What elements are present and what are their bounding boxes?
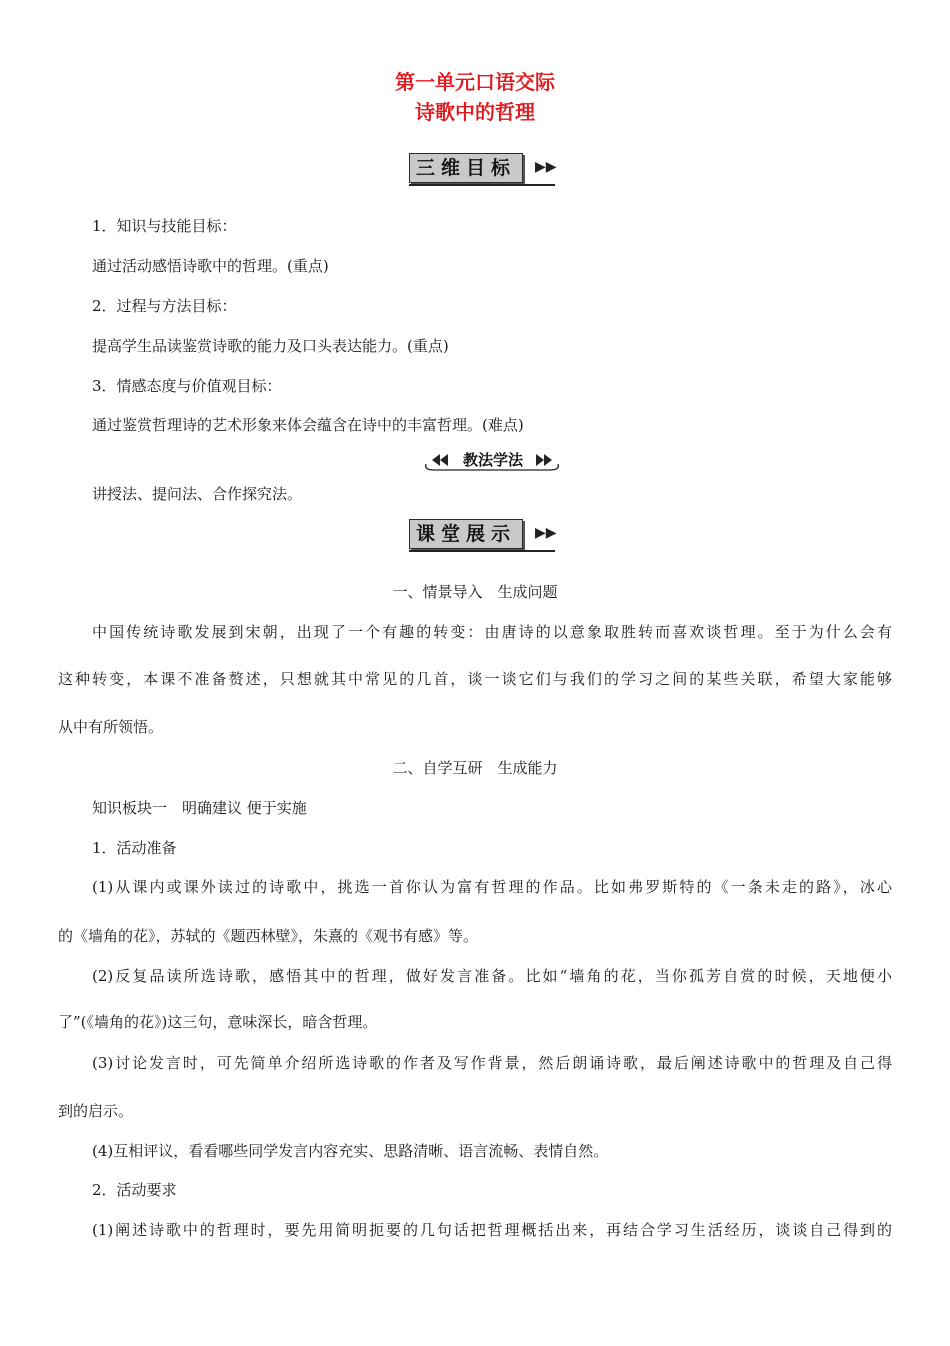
title-line-1: 第一单元口语交际 <box>395 70 555 94</box>
double-arrow-icon: ▶▶ <box>535 159 557 175</box>
section-1-para-line-1: 中国传统诗歌发展到宋朝，出现了一个有趣的转变：由唐诗的以意象取胜转而喜欢谈哲理。至于为什么会有 <box>92 623 892 641</box>
prep-2-line-2: 了”(《墙角的花》)这三句，意味深长，暗含哲理。 <box>58 1013 378 1031</box>
goal-1-label: 1．知识与技能目标： <box>92 217 237 235</box>
section-1-para-line-3: 从中有所领悟。 <box>58 718 164 736</box>
prep-2-line-1: (2)反复品读所选诗歌，感悟其中的哲理，做好发言准备。比如“墙角的花，当你孤芳自赏的时候，天地便小 <box>92 967 892 985</box>
methods-banner <box>422 448 562 472</box>
prep-4-line-1: (4)互相评议，看看哪些同学发言内容充实、思路清晰、语言流畅、表情自然。 <box>92 1142 609 1160</box>
knowledge-module-heading: 知识板块一 明确建议 便于实施 <box>92 799 307 817</box>
methods-banner-label: 教法学法 <box>462 451 523 469</box>
double-arrow-icon: ▶▶ <box>535 525 557 541</box>
prep-1-line-2: 的《墙角的花》，苏轼的《题西林壁》，朱熹的《观书有感》等。 <box>58 927 479 945</box>
methods-text: 讲授法、提问法、合作探究法。 <box>92 485 303 503</box>
goal-1-text: 通过活动感悟诗歌中的哲理。(重点) <box>92 257 329 275</box>
activity-req-label: 2．活动要求 <box>92 1181 177 1199</box>
goals-banner-label: 三维目标 <box>409 153 523 183</box>
prep-1-line-1: (1)从课内或课外读过的诗歌中，挑选一首你认为富有哲理的作品。比如弗罗斯特的《一条未走的路》，冰心 <box>92 878 892 896</box>
classroom-banner-label: 课堂展示 <box>409 519 523 549</box>
banner-underline <box>409 184 555 186</box>
classroom-banner <box>409 519 555 551</box>
goal-2-text: 提高学生品读鉴赏诗歌的能力及口头表达能力。(重点) <box>92 337 449 355</box>
section-1-heading: 一、情景导入 生成问题 <box>392 583 558 601</box>
goal-3-text: 通过鉴赏哲理诗的艺术形象来体会蕴含在诗中的丰富哲理。(难点) <box>92 416 524 434</box>
goal-3-label: 3．情感态度与价值观目标： <box>92 377 282 395</box>
section-2-heading: 二、自学互研 生成能力 <box>392 759 558 777</box>
activity-prep-label: 1．活动准备 <box>92 839 177 857</box>
prep-3-line-2: 到的启示。 <box>58 1102 134 1120</box>
goals-banner <box>409 153 555 185</box>
title-line-2: 诗歌中的哲理 <box>415 100 535 124</box>
section-1-para-line-2: 这种转变，本课不准备赘述，只想就其中常见的几首，谈一谈它们与我们的学习之间的某些关联，希望大家能够 <box>58 670 892 688</box>
banner-underline <box>409 550 555 552</box>
prep-3-line-1: (3)讨论发言时，可先简单介绍所选诗歌的作者及写作背景，然后朗诵诗歌，最后阐述诗歌中的哲理及自己得 <box>92 1054 892 1072</box>
req-1-line-1: (1)阐述诗歌中的哲理时，要先用简明扼要的几句话把哲理概括出来，再结合学习生活经历，谈谈自己得到的 <box>92 1221 892 1239</box>
goal-2-label: 2．过程与方法目标： <box>92 297 237 315</box>
